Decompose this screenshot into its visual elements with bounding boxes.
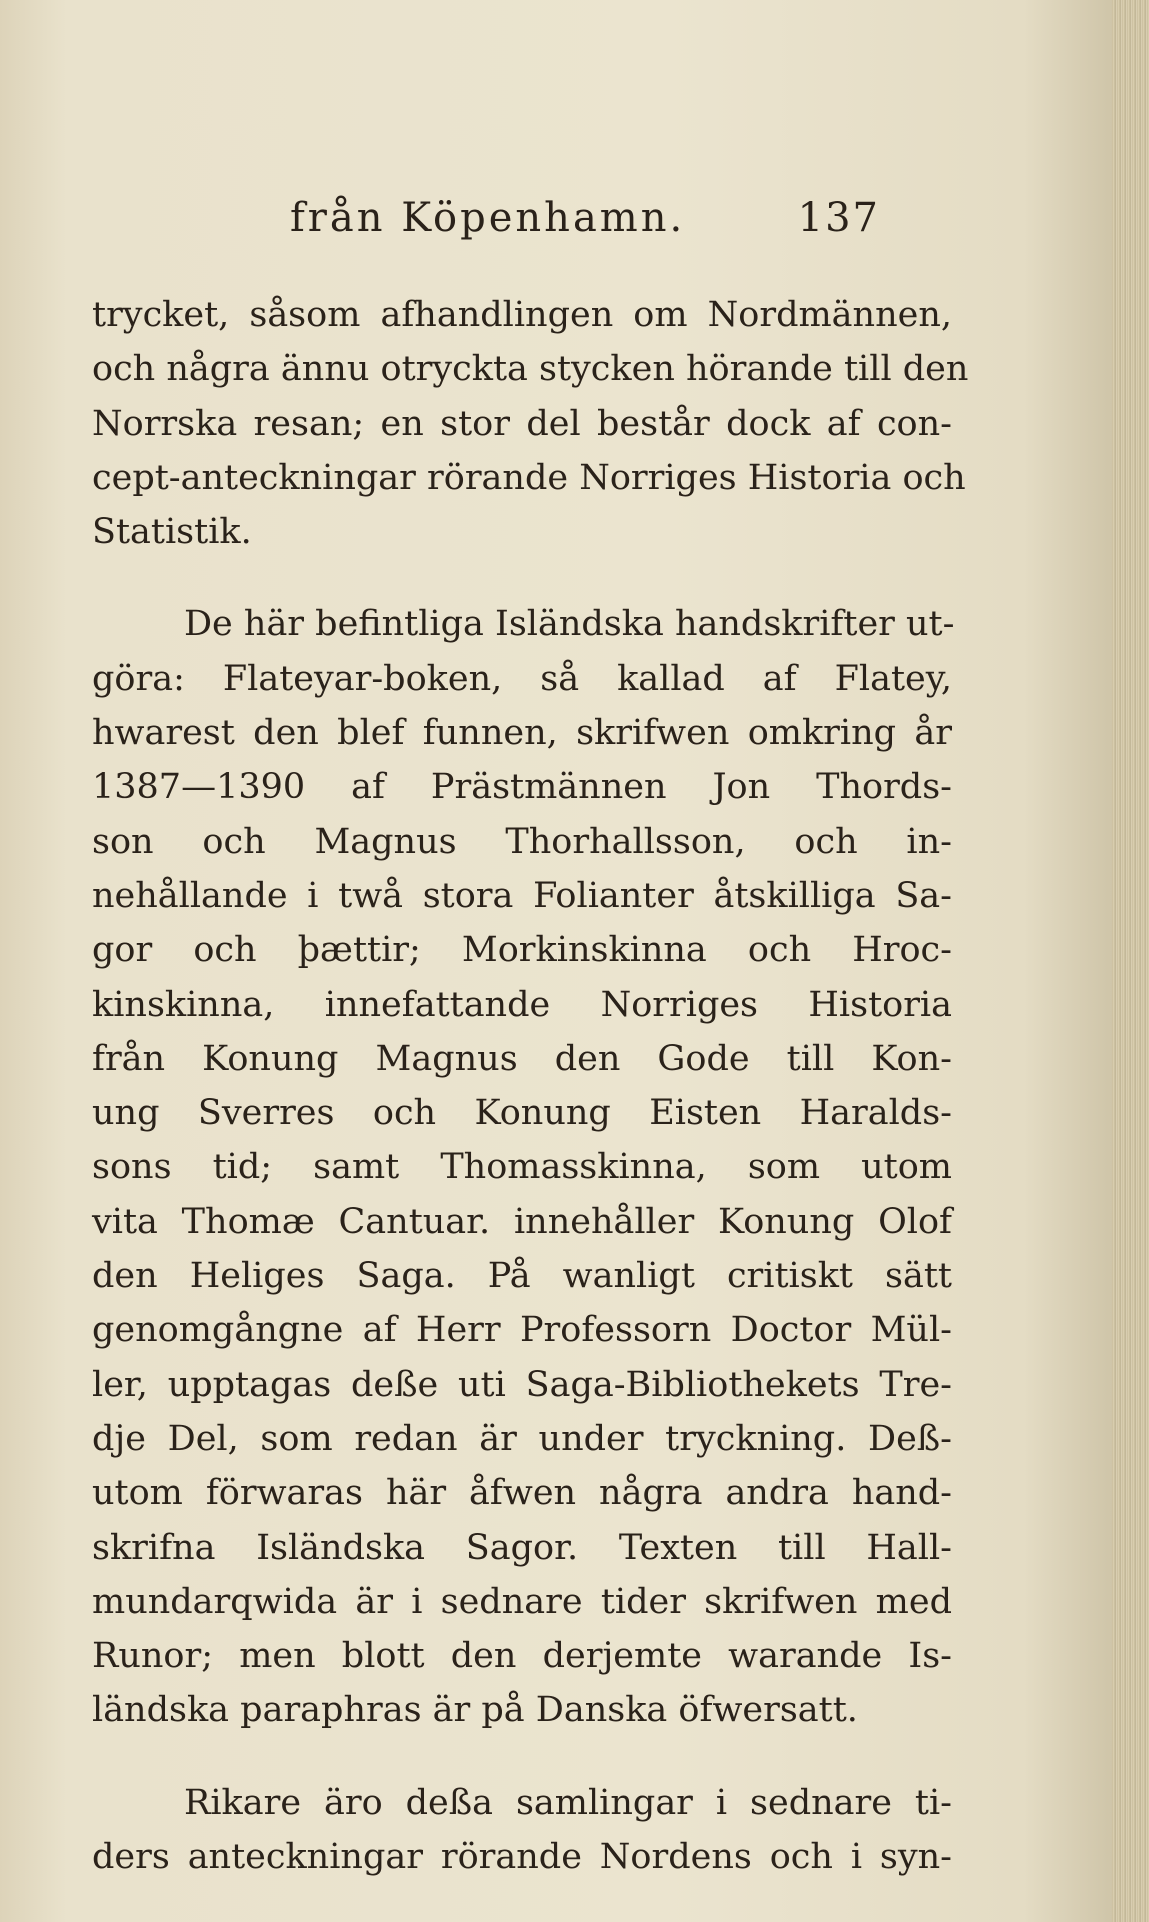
text-line: trycket, såsom afhandlingen om Nordmännen, (92, 295, 952, 335)
text-line: son och Magnus Thorhallsson, och in- (92, 821, 952, 862)
text-line: De här befintliga Isländska handskrifter ut- (184, 604, 955, 645)
body-text (92, 288, 969, 1884)
text-line: 1387—1390 af Prästmännen Jon Thords- (92, 767, 952, 808)
text-line: sons tid; samt Thomasskinna, som utom (92, 1147, 952, 1188)
text-line: Rikare äro deßa samlingar i sednare ti- (184, 1782, 952, 1823)
text-line: göra: Flateyar-boken, så kallad af Flatey, (92, 658, 952, 699)
text-line: nehållande i twå stora Folianter åtskilliga Sa- (92, 875, 952, 916)
text-line: ler, upptagas deße uti Saga-Bibliothekets Tre- (92, 1364, 952, 1405)
text-line: cept-anteckningar rörande Norriges Historia och (92, 457, 966, 498)
text-line: hwarest den blef funnen, skrifwen omkring år (92, 713, 952, 754)
text-line: Norrska resan; en stor del består dock af con- (92, 403, 952, 444)
text-line: Runor; men blott den derjemte warande Is- (92, 1636, 952, 1677)
page-edge (1112, 0, 1149, 1922)
page-header (290, 195, 940, 245)
text-line: mundarqwida är i sednare tider skrifwen med (92, 1581, 952, 1622)
text-line: dje Del, som redan är under tryckning. Deß- (92, 1418, 952, 1459)
text-line: kinskinna, innefattande Norriges Historia (92, 984, 952, 1025)
text-line: genomgångne af Herr Professorn Doctor Mül- (92, 1310, 952, 1351)
text-line: Statistik. (92, 512, 252, 553)
text-line: och några ännu otryckta stycken hörande till den (92, 349, 969, 390)
text-line: ders anteckningar rörande Nordens och i syn- (92, 1837, 952, 1878)
text-line: från Konung Magnus den Gode till Kon- (92, 1038, 952, 1079)
running-title: från Köpenhamn. (290, 195, 686, 241)
text-line: gor och þættir; Morkinskinna och Hroc- (92, 930, 952, 971)
text-line: utom förwaras här åfwen några andra hand- (92, 1473, 952, 1514)
paragraph (92, 288, 969, 559)
text-line: ländska paraphras är på Danska öfwersatt. (92, 1690, 858, 1731)
text-line: ung Sverres och Konung Eisten Haralds- (92, 1093, 952, 1134)
paragraph (92, 597, 955, 1737)
paragraph (92, 1776, 952, 1885)
text-line: skrifna Isländska Sagor. Texten till Hall- (92, 1527, 952, 1568)
text-line: den Heliges Saga. På wanligt critiskt sätt (92, 1256, 952, 1297)
text-line: vita Thomæ Cantuar. innehåller Konung Olof (92, 1201, 952, 1242)
page-number: 137 (797, 195, 880, 241)
